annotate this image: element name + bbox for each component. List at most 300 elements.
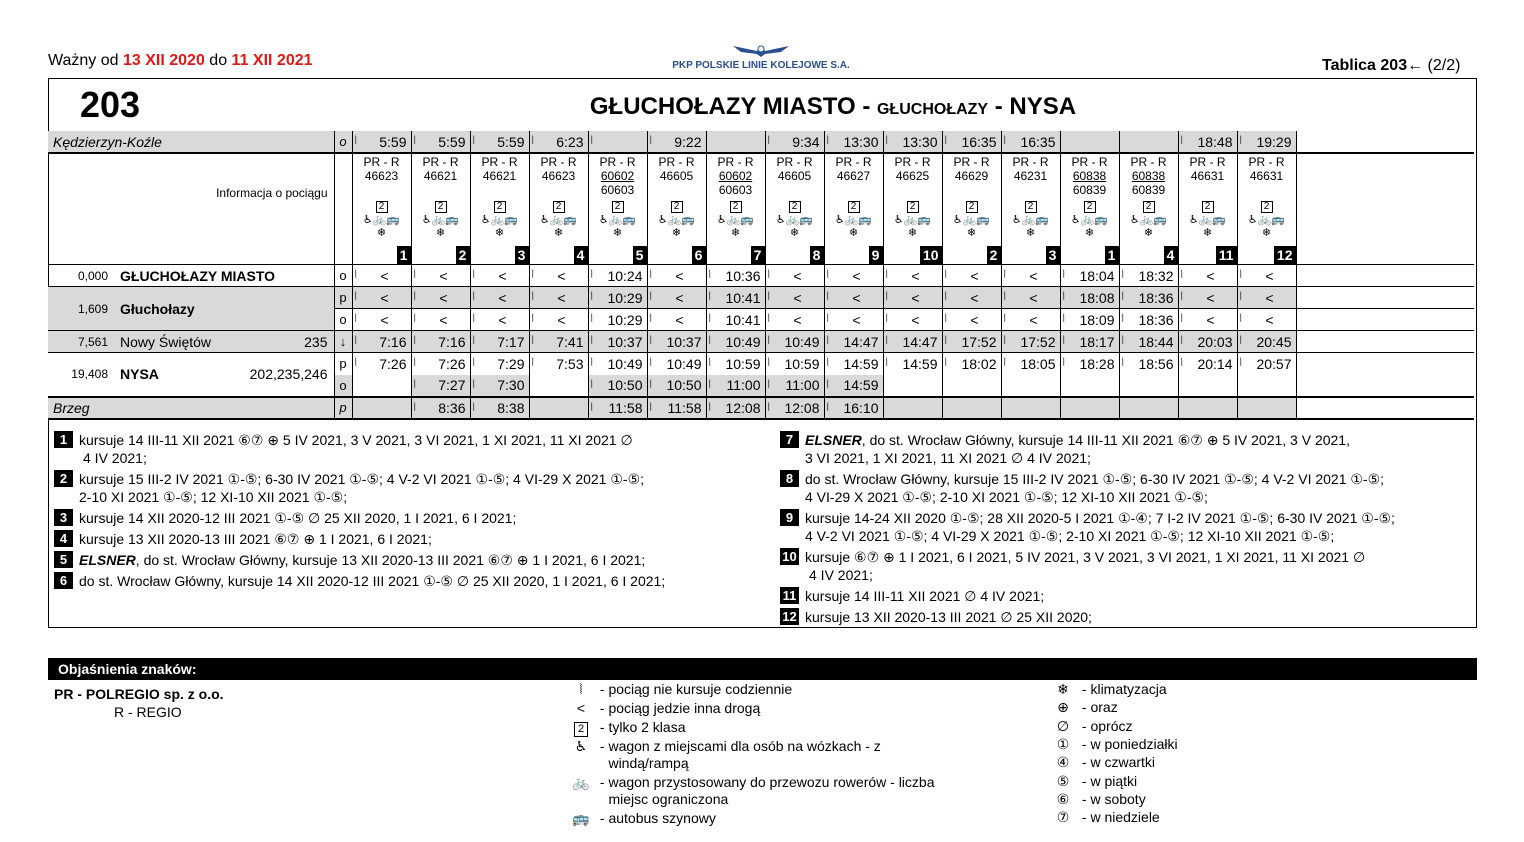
valid-from: 13 XII 2020 [123,52,205,69]
time-cell [1237,331,1296,353]
time-value: 18:04 [1079,267,1115,284]
time-cell [706,287,765,309]
time-cell [352,375,411,397]
other-route-marker: < [852,267,861,284]
legend-dash: - [1078,790,1091,807]
train-info-box [1002,154,1060,264]
legend-item [1048,681,1167,698]
legend-dash: - [596,681,609,697]
not-daily-icon: ⦚ [767,135,770,147]
train-operator: PR - R [835,155,872,169]
time-cell [352,397,411,419]
not-daily-icon: ⦚ [708,313,711,325]
station-cell [120,268,334,284]
time-cell [411,131,470,153]
time-cell [1237,397,1296,419]
train-number: 46231 [1013,169,1048,183]
legend-text-line-2: miejsc ograniczona [608,791,729,807]
not-daily-icon: ⦚ [354,357,357,369]
not-daily-icon: ⦚ [767,313,770,325]
time-cell [883,397,942,419]
not-daily-icon: ⦚ [1062,335,1065,347]
other-route-marker: < [675,289,684,306]
footnote-line [79,431,633,449]
time-cell [706,375,765,397]
facilities-icon: ♿🚲🚌 [1129,214,1168,226]
second-class-icon: 2 [1202,201,1214,213]
legend-dash: - [1078,735,1091,752]
time-cell [352,265,411,287]
facilities-icon: ♿🚲🚌 [952,214,991,226]
time-value: 9:34 [792,133,820,150]
time-value: 12:08 [725,399,761,416]
time-cell [942,309,1001,331]
second-class-icon: 2 [1025,201,1037,213]
not-daily-icon: ⦚ [1003,335,1006,347]
train-operator: PR - R [1130,155,1167,169]
time-cell [1119,309,1178,331]
time-value: 7:16 [379,333,407,350]
train-operator: PR - R [1012,155,1049,169]
facilities-icon: ♿🚲🚌 [539,214,578,226]
legend-text [608,700,760,717]
footnote-badge: 7 [751,246,765,264]
footnote-line [805,587,1044,605]
not-daily-icon: ⦚ [708,357,711,369]
time-cell [1119,265,1178,287]
train-info-box [471,154,529,264]
not-daily-icon: ⦚ [944,291,947,303]
not-daily-icon: ⦚ [413,313,416,325]
not-daily-icon: ⦚ [649,335,652,347]
validity-line [48,52,313,70]
time-value: 10:50 [607,377,643,393]
time-cell [588,375,647,397]
not-daily-icon: ⦚ [885,135,888,147]
train-column-info [1237,153,1296,265]
other-route-marker: < [852,289,861,306]
time-cell [706,265,765,287]
facilities-icon: ♿🚲🚌 [480,214,519,226]
valid-mid: do [209,52,228,69]
legend-text-line: tylko 2 klasa [608,719,686,735]
station-name: Głuchołazy [114,287,334,331]
spacer-cell [1296,287,1474,309]
train-number-2 [471,183,529,197]
legend-dash: - [596,700,609,716]
spacer-cell [1296,153,1474,265]
time-cell [529,353,588,375]
train-info-box [1179,154,1237,264]
legend-dash: - [1078,809,1091,826]
time-cell [883,331,942,353]
footnote-11 [780,587,1044,605]
time-cell [1178,309,1237,331]
time-cell [1001,131,1060,153]
train-info-box [1120,154,1178,264]
footnote-badge: 6 [692,246,706,264]
time-cell [529,397,588,419]
time-cell [1178,131,1237,153]
other-route-marker: < [1265,289,1274,306]
not-daily-icon: ⦚ [708,378,711,391]
not-daily-icon: ⦚ [885,313,888,325]
footnote-line-1: do st. Wrocław Główny, kursuje 15 III-2 IV 2021 ①-⑤; 6-30 IV 2021 ①-⑤; 4 V-2 VI 2021 ①-⑤; [805,471,1385,487]
route-title-b: GŁUCHOŁAZY [876,101,989,118]
time-cell [411,397,470,419]
arrival-departure-marker: o [334,265,352,287]
other-route-marker: < [557,267,566,284]
not-daily-icon: ⦚ [826,357,829,369]
facilities-icon: ♿🚲🚌 [834,214,873,226]
facilities-icon: ♿🚲🚌 [716,214,755,226]
second-class-icon: 2 [1084,201,1096,213]
not-daily-icon: ⦚ [1180,135,1183,147]
legend-text-line: wagon z miejscami dla osób na wózkach - z [608,738,881,754]
footnote-9 [780,509,1395,545]
time-cell [1060,309,1119,331]
valid-to: 11 XII 2021 [231,52,313,69]
footnote-line-1: kursuje 15 III-2 IV 2021 ①-⑤; 6-30 IV 2021 ①-⑤; 4 V-2 VI 2021 ①-⑤; 4 VI-29 X 2021 ①-⑤; [79,471,645,487]
time-value: 7:26 [379,355,407,372]
time-cell [883,309,942,331]
footnote-text [79,509,516,527]
train-number-2 [530,183,588,197]
footnote-text [805,548,1365,584]
train-operator: PR - R [953,155,990,169]
time-value: 10:24 [607,267,643,284]
other-route-marker: < [1206,311,1215,328]
time-cell [470,265,529,287]
other-route-marker: < [675,267,684,284]
train-column-info [765,153,824,265]
time-cell [352,287,411,309]
train-column-info [883,153,942,265]
time-cell [1119,353,1178,375]
time-cell [647,397,706,419]
footnote-7 [780,431,1350,467]
train-number-2 [943,183,1001,197]
footnote-line-1: kursuje 13 XII 2020-13 III 2021 ∅ 25 XII 2020; [805,609,1092,625]
footnote-badge: 2 [54,470,73,487]
other-route-marker: < [970,289,979,306]
legend-text: w poniedziałki [1090,735,1178,752]
legend-item [1048,718,1132,735]
footnote-badge: 4 [574,246,588,264]
facilities-icon: ♿🚲🚌 [1070,214,1109,226]
train-info-box [589,154,647,264]
legend-text: w czwartki [1090,754,1156,771]
time-cell [824,375,883,397]
time-cell [588,265,647,287]
footnote-8 [780,470,1384,506]
facilities-icon: ♿🚲🚌 [893,214,932,226]
train-operator: PR - R [363,155,400,169]
footnote-badge: 11 [780,587,799,604]
footnote-train-name: ELSNER [79,552,136,568]
time-cell [588,353,647,375]
time-value: 10:49 [607,355,643,372]
facilities-icon: ♿🚲🚌 [775,214,814,226]
air-conditioning-icon: ❄ [966,227,977,239]
not-daily-icon: ⦚ [1239,357,1242,369]
time-value: 20:57 [1256,355,1292,372]
other-route-marker: < [380,267,389,284]
not-daily-icon: ⦚ [1062,291,1065,303]
train-number: 46631 [1249,169,1284,183]
time-value: 10:41 [725,289,761,306]
time-value: 18:44 [1138,333,1174,350]
legend-category: R - REGIO [114,704,182,720]
arrival-departure-marker: o [334,131,352,153]
train-column-info [824,153,883,265]
other-route-marker: < [1206,289,1215,306]
spacer-cell [1296,265,1474,287]
time-cell [942,131,1001,153]
legend-symbol-icon: ① [1056,735,1070,752]
time-cell [1060,375,1119,397]
train-number-2 [412,183,470,197]
not-daily-icon: ⦚ [1239,291,1242,303]
footnote-badge: 3 [54,509,73,526]
line-reference: 202,235,246 [249,366,328,383]
time-value: 16:10 [843,399,879,416]
other-route-marker: < [1029,267,1038,284]
footnote-line-1: do st. Wrocław Główny, kursuje 14 XII 2020-12 III 2021 ①-⑤ ∅ 25 XII 2020, 1 I 2021, 6 I 2021; [79,573,666,589]
time-cell [411,353,470,375]
legend-dash: - [596,774,609,790]
time-cell [765,265,824,287]
time-value: 18:08 [1079,289,1115,306]
timetable-row-gm [48,265,1474,287]
second-class-icon: 2 [1261,201,1273,213]
station-label: GŁUCHOŁAZY MIASTO [120,267,276,284]
legend-symbol-icon: 🚲 [572,774,590,790]
train-operator: PR - R [1248,155,1285,169]
time-cell [1237,353,1296,375]
not-daily-icon: ⦚ [1062,313,1065,325]
time-value: 7:41 [556,333,584,350]
air-conditioning-icon: ❄ [1202,227,1213,239]
time-value: 20:03 [1197,333,1233,350]
time-value: 8:38 [497,399,525,416]
not-daily-icon: ⦚ [885,269,888,281]
time-cell [1119,331,1178,353]
legend-text: klimatyzacja [1090,681,1167,697]
not-daily-icon: ⦚ [413,378,416,391]
time-cell [765,131,824,153]
other-route-marker: < [498,267,507,284]
time-cell [1060,131,1119,153]
time-value: 10:49 [784,333,820,350]
train-number: 60602 [600,169,635,183]
not-daily-icon: ⦚ [767,269,770,281]
train-number: 46621 [482,169,517,183]
timetable [48,131,1474,420]
not-daily-icon: ⦚ [944,135,947,147]
not-daily-icon: ⦚ [1121,269,1124,281]
other-route-marker: < [970,267,979,284]
footnote-line [805,608,1092,626]
time-cell [883,375,942,397]
time-value: 7:26 [438,355,466,372]
time-cell [1001,397,1060,419]
time-value: 16:35 [961,133,997,150]
not-daily-icon: ⦚ [708,269,711,281]
time-cell [1237,131,1296,153]
time-cell [1060,397,1119,419]
time-cell [706,331,765,353]
air-conditioning-icon: ❄ [1084,227,1095,239]
air-conditioning-icon: ❄ [730,227,741,239]
station-name [48,131,334,153]
legend-dash: - [1078,681,1091,697]
footnote-badge: 12 [1274,246,1296,264]
time-cell [352,331,411,353]
time-value: 13:30 [902,133,938,150]
table-label: Tablica 203 [1322,57,1408,74]
legend-operator: PR - POLREGIO sp. z o.o. [54,686,224,702]
train-info-box [1061,154,1119,264]
not-daily-icon: ⦚ [944,313,947,325]
station-name [114,331,334,353]
not-daily-icon: ⦚ [1180,291,1183,303]
legend-symbol-icon: ⦚ [579,681,583,697]
time-cell [352,309,411,331]
time-cell [824,309,883,331]
footnote-badge: 1 [54,431,73,448]
not-daily-icon: ⦚ [1239,313,1242,325]
station-label: Nowy Świętów [120,333,212,350]
train-number: 46629 [954,169,989,183]
not-daily-icon: ⦚ [708,335,711,347]
timetable-row-ny_p [48,353,1474,375]
time-value: 10:29 [607,311,643,328]
train-number-2: 60839 [1131,183,1166,197]
not-daily-icon: ⦚ [1003,269,1006,281]
route-title-a: GŁUCHOŁAZY MIASTO [589,93,856,120]
train-operator: PR - R [540,155,577,169]
footnote-badge: 4 [54,530,73,547]
not-daily-icon: ⦚ [590,335,593,347]
arrival-departure-marker: ↓ [334,331,352,353]
time-cell [588,331,647,353]
legend-item [1048,754,1155,771]
table-reference [1322,57,1460,75]
train-column-info [411,153,470,265]
footnote-text [79,470,644,506]
time-cell [1060,353,1119,375]
legend-dash: - [1078,699,1091,716]
train-number: 60838 [1131,169,1166,183]
air-conditioning-icon: ❄ [494,227,505,239]
footnote-5 [54,551,645,569]
air-conditioning-icon: ❄ [789,227,800,239]
not-daily-icon: ⦚ [590,401,593,414]
legend-item [566,681,792,698]
not-daily-icon: ⦚ [826,401,829,414]
footnote-4 [54,530,432,548]
spacer-cell [1296,397,1474,419]
time-cell [706,131,765,153]
not-daily-icon: ⦚ [1239,335,1242,347]
time-value: 10:36 [725,267,761,284]
time-value: 10:50 [666,377,702,393]
train-number-2 [1179,183,1237,197]
not-daily-icon: ⦚ [590,291,593,303]
time-cell [588,309,647,331]
time-value: 5:59 [497,133,525,150]
other-route-marker: < [911,311,920,328]
footnote-badge: 9 [869,246,883,264]
time-cell [765,375,824,397]
footnote-badge: 3 [515,246,529,264]
second-class-icon: 2 [730,201,742,213]
time-cell [824,265,883,287]
pkp-logo-icon [731,42,791,58]
not-daily-icon: ⦚ [413,135,416,147]
station-name [114,265,334,287]
footnote-text [805,509,1395,545]
time-cell [411,375,470,397]
second-class-icon: 2 [907,201,919,213]
time-value: 18:36 [1138,311,1174,328]
not-daily-icon: ⦚ [472,269,475,281]
table-arrow-icon: ← [1407,57,1424,74]
spacer-cell [1296,331,1474,353]
route-number: 203 [80,84,141,125]
legend-symbol-icon: ⑥ [1056,790,1070,807]
legend-symbol-icon: ⊕ [1057,699,1069,716]
other-route-marker: < [793,267,802,284]
not-daily-icon: ⦚ [590,269,593,281]
not-daily-icon: ⦚ [531,291,534,303]
not-daily-icon: ⦚ [1062,357,1065,369]
air-conditioning-icon: ❄ [848,227,859,239]
not-daily-icon: ⦚ [1121,357,1124,369]
time-value: 20:45 [1256,333,1292,350]
legend-item [1048,773,1137,790]
time-cell [588,287,647,309]
footnote-badge: 2 [456,246,470,264]
not-daily-icon: ⦚ [354,313,357,325]
footnote-badge: 4 [1164,246,1178,264]
time-cell [588,397,647,419]
footnote-line-2: 4 IV 2021; [83,450,147,466]
not-daily-icon: ⦚ [767,291,770,303]
train-number: 46605 [777,169,812,183]
facilities-icon: ♿🚲🚌 [421,214,460,226]
train-number-2 [1002,183,1060,197]
not-daily-icon: ⦚ [1239,135,1242,147]
train-number-2 [1238,183,1296,197]
train-operator: PR - R [717,155,754,169]
time-cell [765,397,824,419]
station-cell [120,366,334,382]
train-operator: PR - R [658,155,695,169]
other-route-marker: < [380,311,389,328]
legend-text [608,810,715,827]
footnote-text [805,587,1044,605]
valid-prefix: Ważny od [48,52,119,69]
time-value: 11:58 [667,399,702,416]
footnote-line [805,548,1365,566]
legend-dash: - [1078,772,1091,789]
time-value: 18:05 [1020,355,1056,372]
line-reference [328,268,334,284]
footnote-line-1: , do st. Wrocław Główny, kursuje 13 XII 2020-13 III 2021 ⑥⑦ ⊕ 1 I 2021, 6 I 2021; [135,552,646,568]
not-daily-icon: ⦚ [1180,335,1183,347]
